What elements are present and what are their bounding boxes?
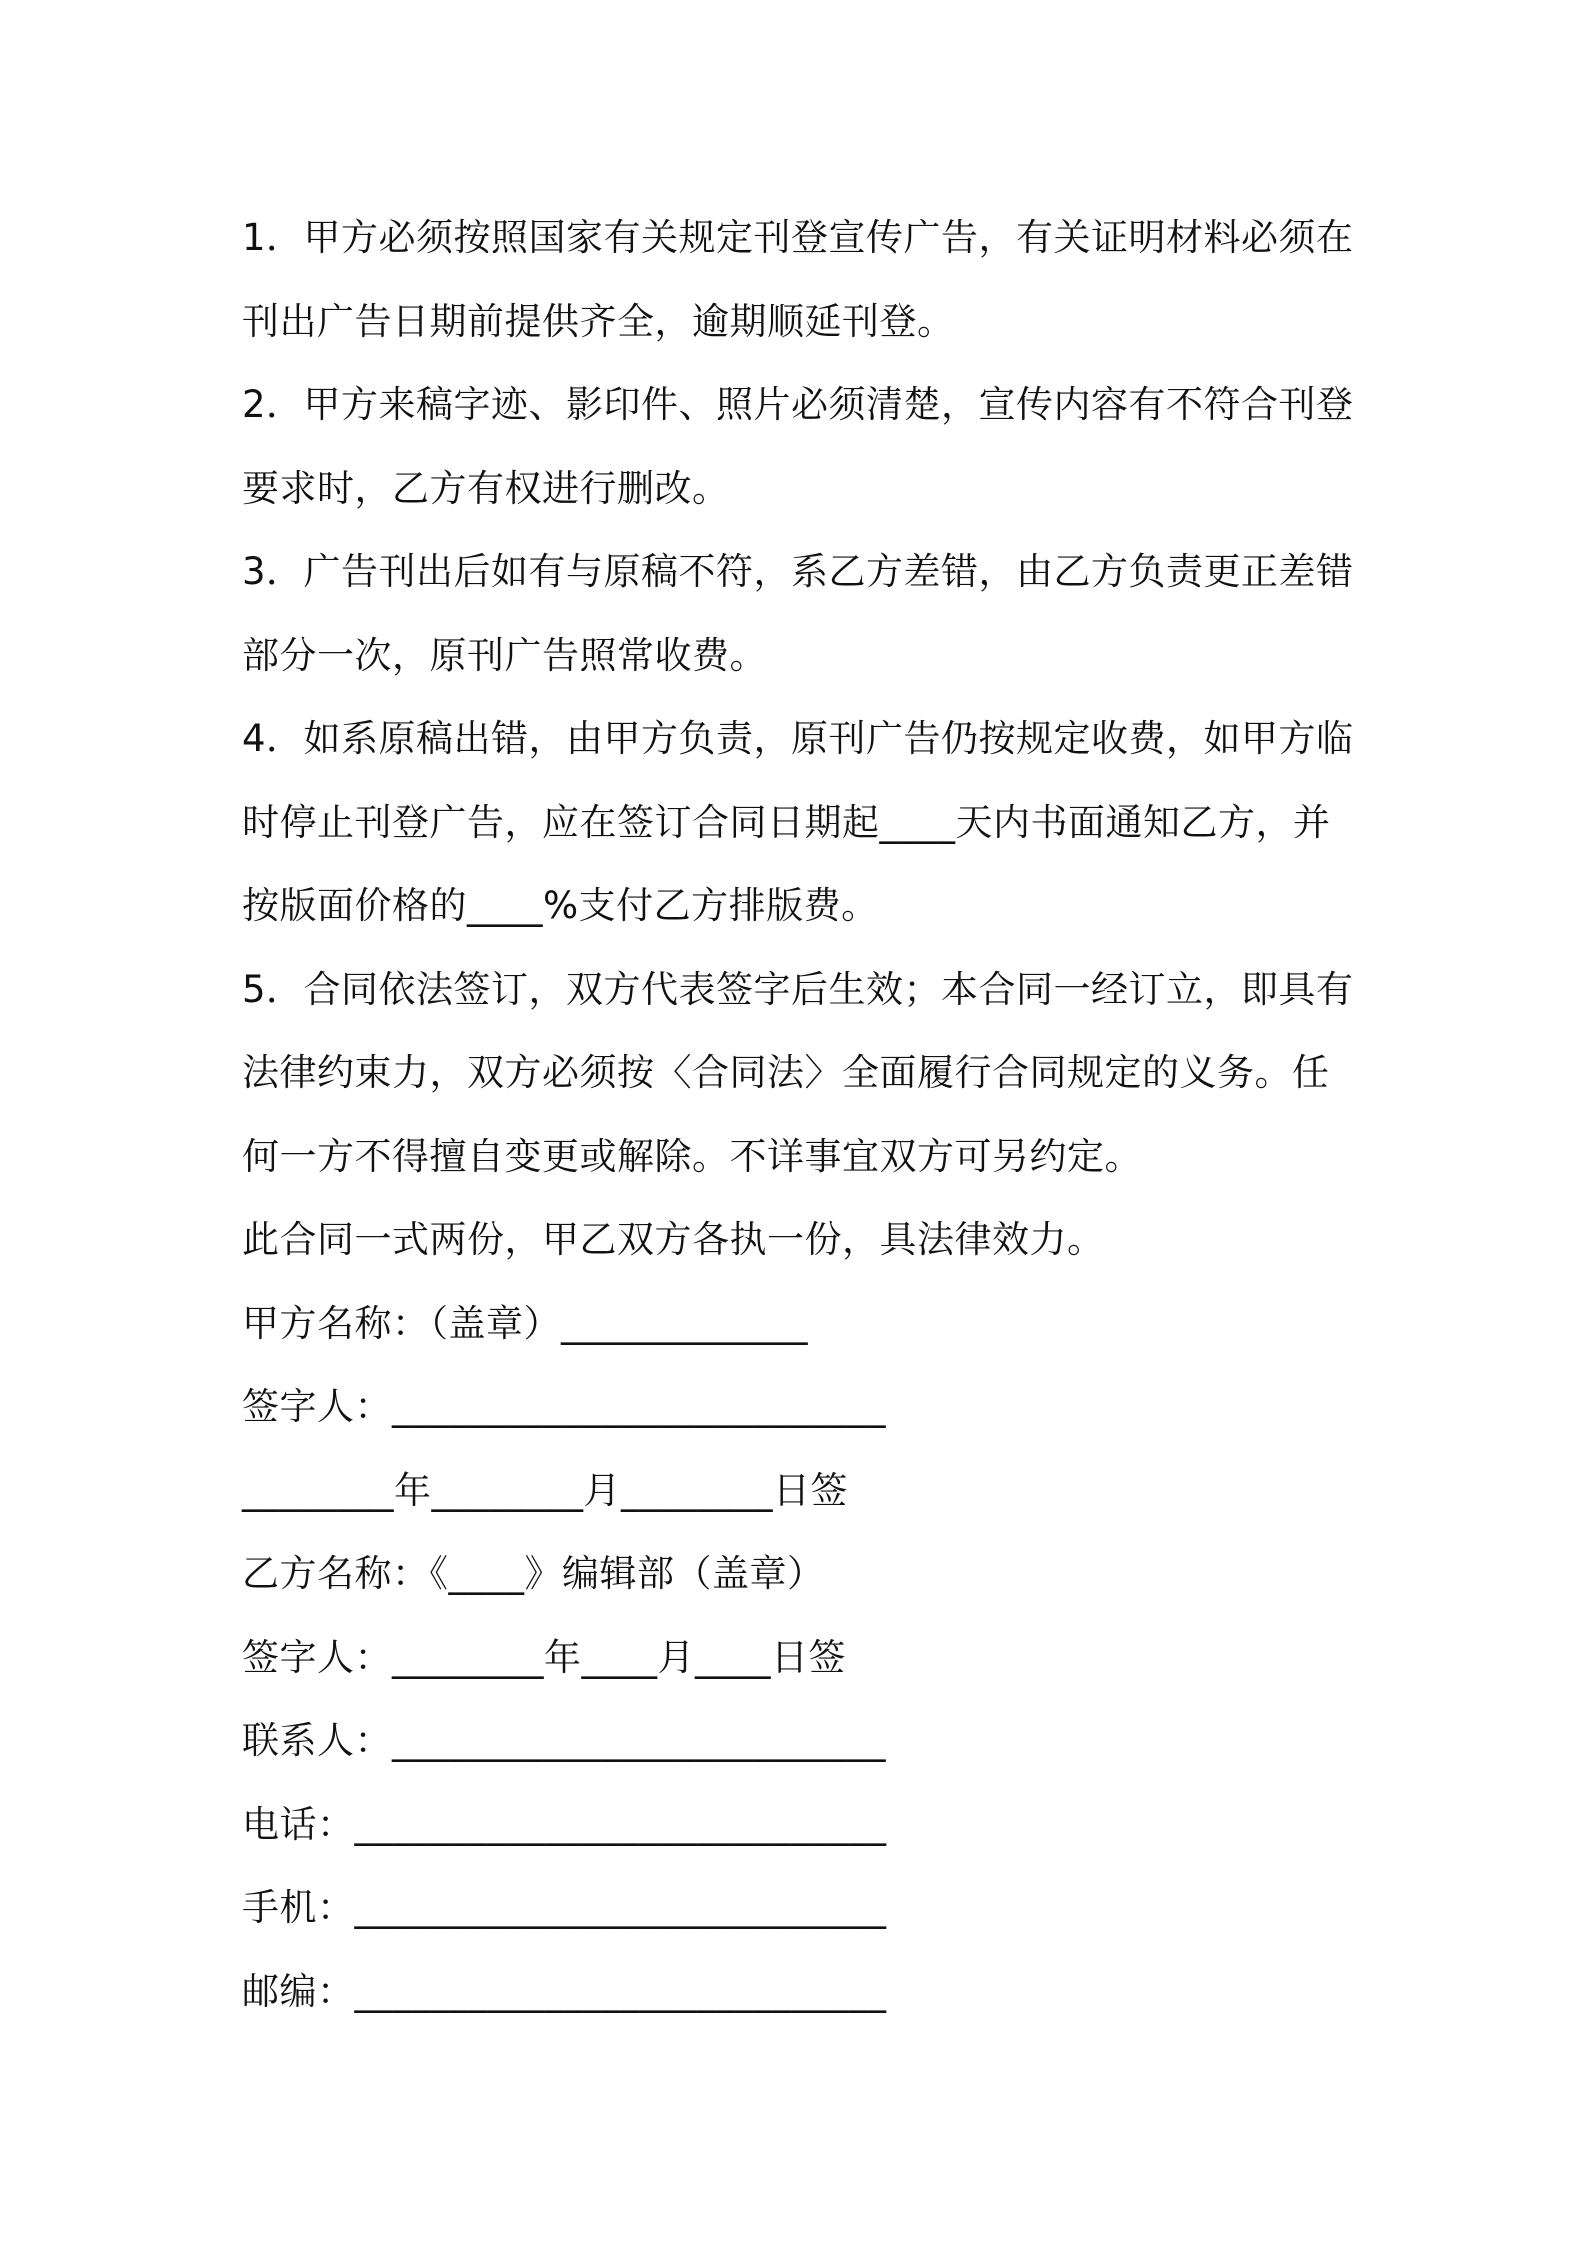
copies-note: 此合同一式两份，甲乙双方各执一份，具法律效力。 <box>242 1218 1105 1261</box>
party-a-name-field: 甲方名称：（盖章）_____________ <box>242 1301 808 1345</box>
party-b-postcode-field: 邮编：____________________________ <box>242 1969 887 2013</box>
clause-4: 4．如系原稿出错，由甲方负责，原刊广告仍按规定收费，如甲方临时停止刊登广告，应在签订合同日期起____天内书面通知乙方，并按版面价格的____%支付乙方排版费。 <box>242 717 1354 927</box>
clause-3: 3．广告刊出后如有与原稿不符，系乙方差错，由乙方负责更正差错部分一次，原刊广告照常收费。 <box>242 550 1354 677</box>
contract-page <box>242 196 1360 2033</box>
party-b-contact-field: 联系人：__________________________ <box>242 1719 886 1762</box>
party-b-signer-date-field: 签字人：________年____月____日签 <box>242 1635 846 1679</box>
party-a-signer-field: 签字人：__________________________ <box>242 1385 886 1428</box>
clause-5: 5．合同依法签订，双方代表签字后生效；本合同一经订立，即具有法律约束力，双方必须按〈合同法〉全面履行合同规定的义务。任何一方不得擅自变更或解除。不详事宜双方可另约定。 <box>242 967 1354 1178</box>
party-a-date-field: ________年________月________日签 <box>242 1468 848 1512</box>
clause-2: 2．甲方来稿字迹、影印件、照片必须清楚，宣传内容有不符合刊登要求时，乙方有权进行删改。 <box>242 383 1354 510</box>
clause-1: 1．甲方必须按照国家有关规定刊登宣传广告，有关证明材料必须在刊出广告日期前提供齐全，逾期顺延刊登。 <box>242 216 1354 343</box>
party-b-phone-field: 电话：____________________________ <box>242 1802 887 1846</box>
party-b-mobile-field: 手机：____________________________ <box>242 1886 887 1929</box>
party-b-name-field: 乙方名称：《____》编辑部（盖章） <box>242 1552 825 1595</box>
